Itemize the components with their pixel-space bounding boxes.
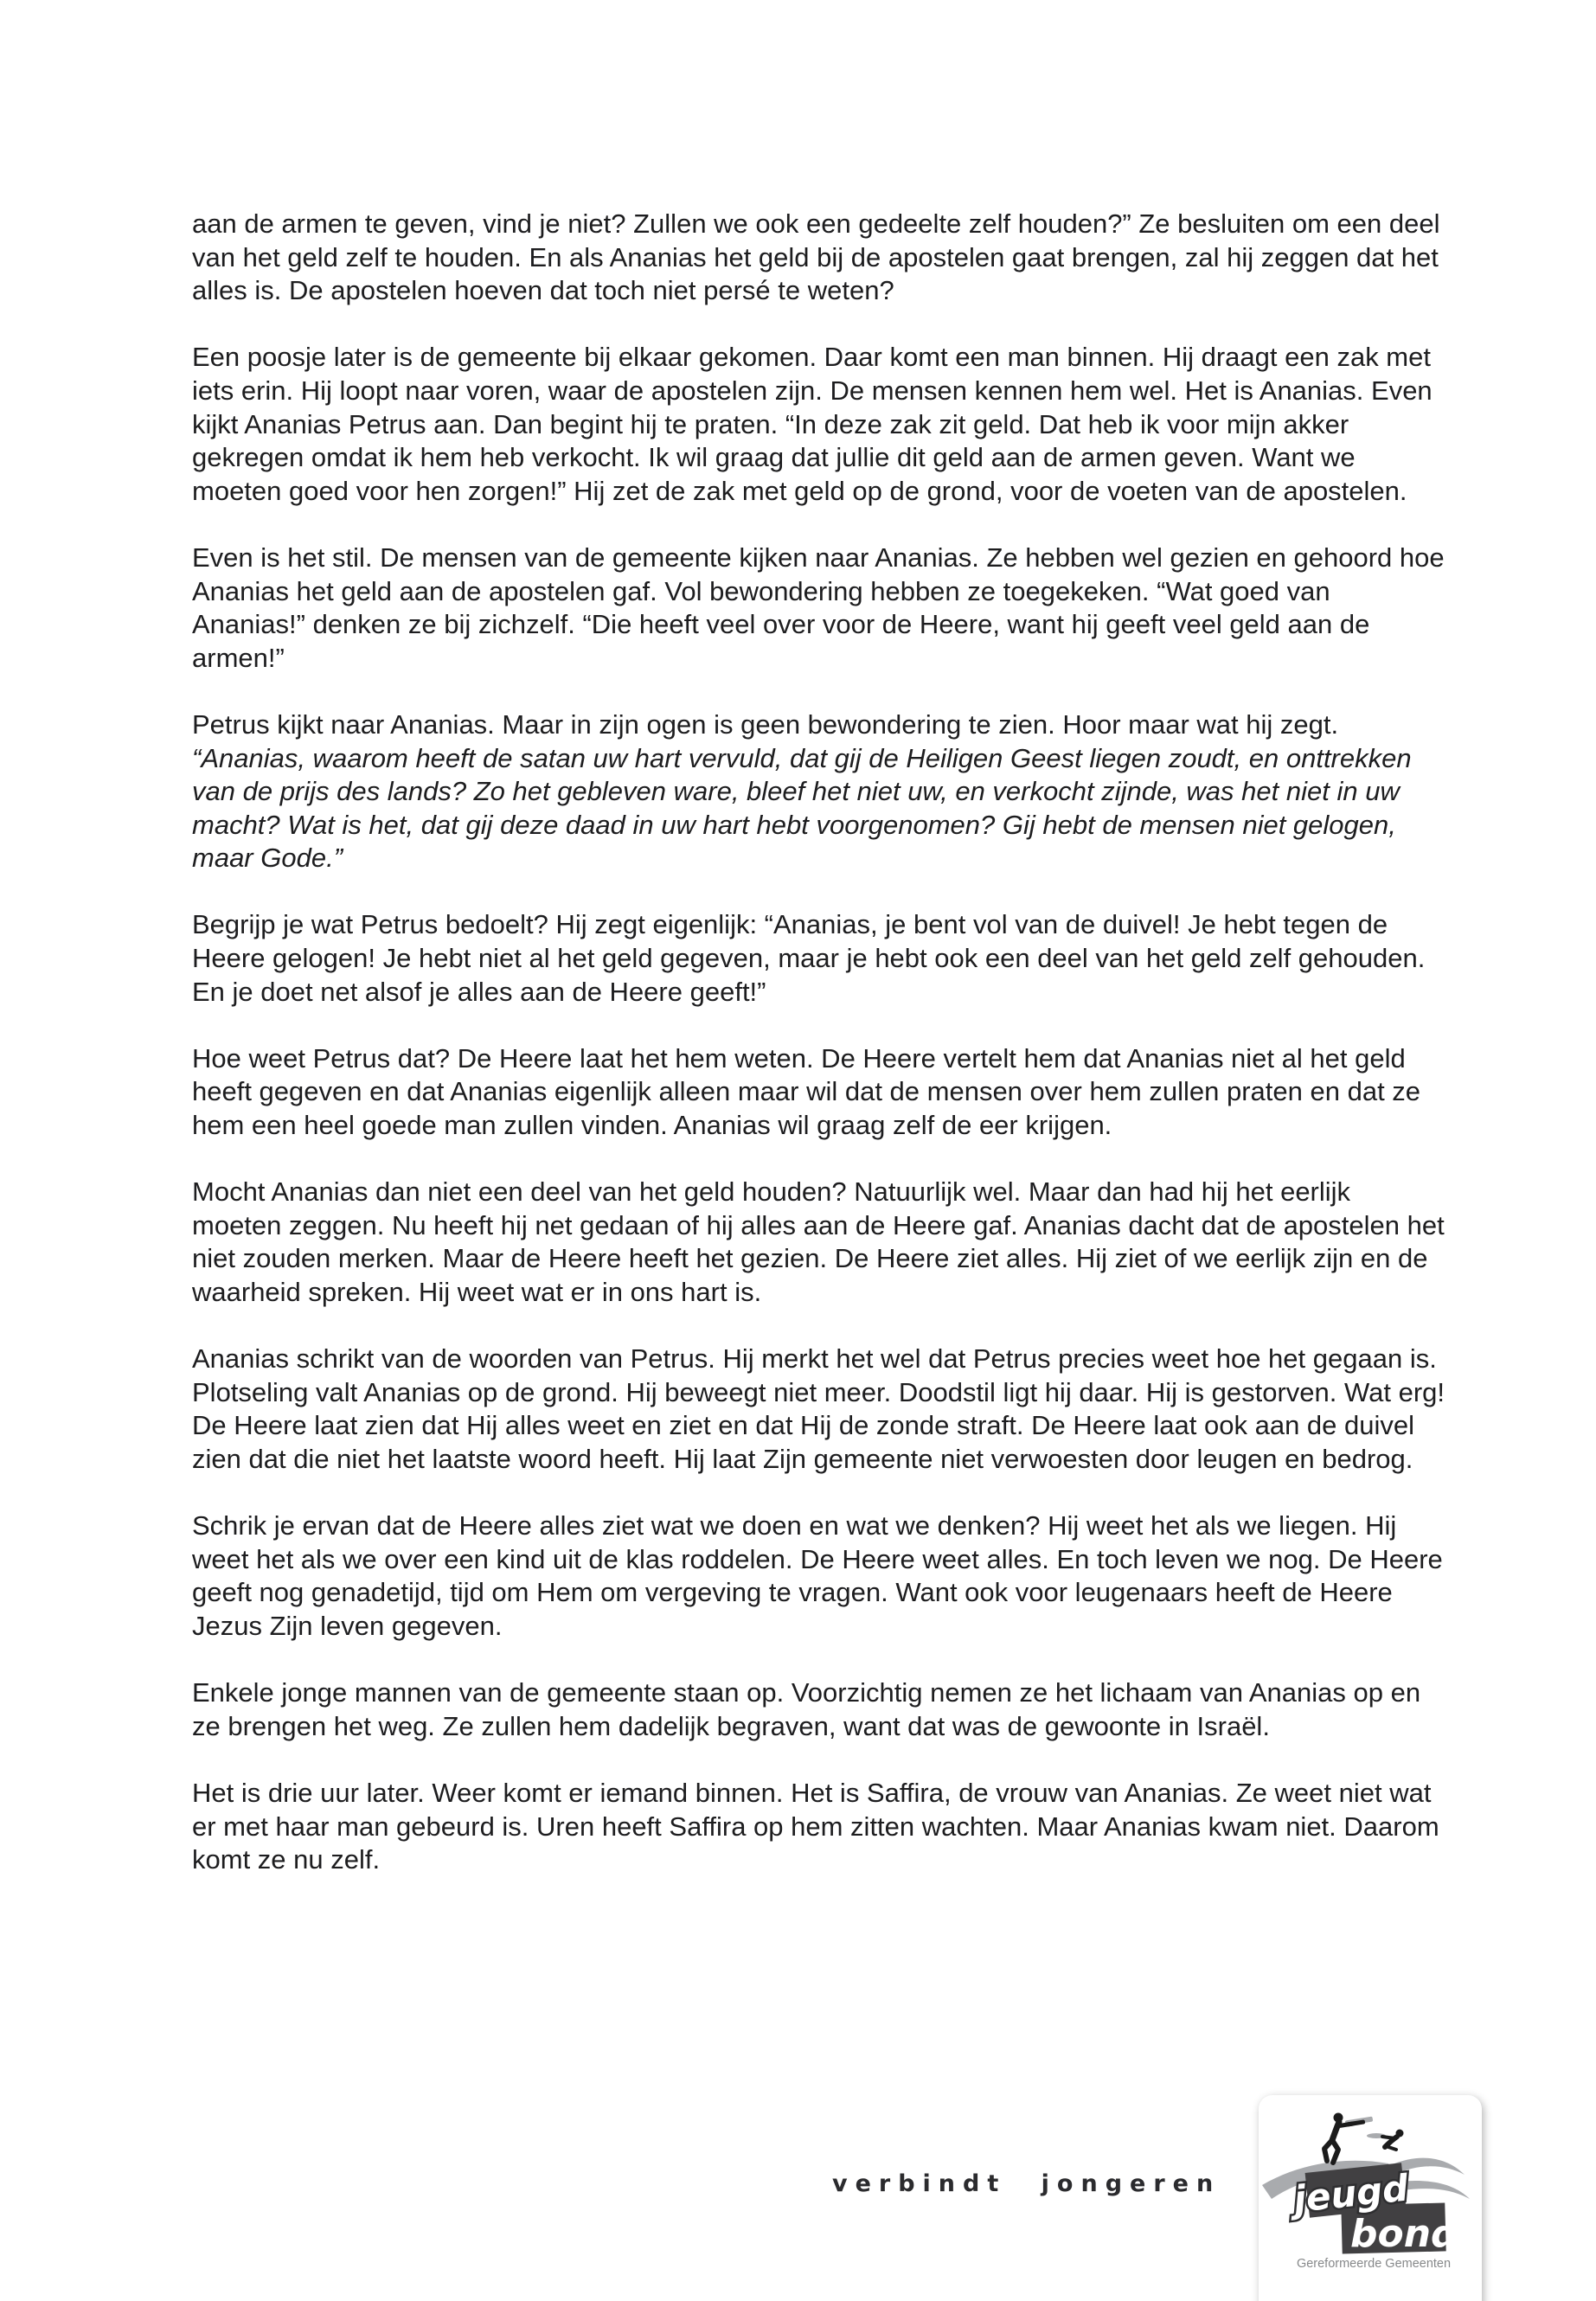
quote-run-italic: “Ananias, waarom heeft de satan uw hart vervuld, dat gij de Heiligen Geest liegen zoudt, en onttrekken van de prijs des lands? Zo het gebleven ware, bleef het niet uw, en verkocht zijnde, was het niet in uw macht? Wat is het, dat gij deze daad in uw hart hebt voorgenomen? Gij hebt de mensen niet gelogen, maar Gode.” [192,742,1412,874]
text-run: Ananias schrikt van de woorden van Petrus. Hij merkt het wel dat Petrus precies weet hoe het gegaan is. Plotseling valt Ananias op de grond. Hij beweegt niet meer. Doodstil ligt hij daar. Hij is gestorven. Wat erg! De Heere laat zien dat Hij alles weet en ziet en dat Hij de zonde straft. De Heere laat ook aan de duivel zien dat die niet het laatste woord heeft. Hij laat Zijn gemeente niet verwoesten door leugen en bedrog. [192,1343,1445,1474]
logo-subtitle: Gereformeerde Gemeenten [1296,2257,1452,2271]
text-run: Mocht Ananias dan niet een deel van het geld houden? Natuurlijk wel. Maar dan had hij het eerlijk moeten zeggen. Nu heeft hij net gedaan of hij alles aan de Heere gaf. Ananias dacht dat de apostelen het niet zouden merken. Maar de Heere heeft het gezien. De Heere ziet alles. Hij ziet of we eerlijk zijn en de waarheid spreken. Hij weet wat er in ons hart is. [192,1176,1445,1307]
text-run: Schrik je ervan dat de Heere alles ziet wat we doen en wat we denken? Hij weet het als we liegen. Hij weet het als we over een kind uit de klas roddelen. De Heere weet alles. En toch leven we nog. De Heere geeft nog genadetijd, tijd om Hem om vergeving te vragen. Want ook voor leugenaars heeft de Heere Jezus Zijn leven gegeven. [192,1510,1443,1641]
paragraph [192,542,1445,675]
paragraph [192,1676,1445,1743]
text-run: Het is drie uur later. Weer komt er iemand binnen. Het is Saffira, de vrouw van Ananias. Ze weet niet wat er met haar man gebeurd is. Uren heeft Saffira op hem zitten wachten. Maar Ananias kwam niet. Daarom komt ze nu zelf. [192,1777,1439,1875]
text-run: Even is het stil. De mensen van de gemeente kijken naar Ananias. Ze hebben wel gezien en gehoord hoe Ananias het geld aan de apostelen gaf. Vol bewondering hebben ze toegekeken. “Wat goed van Ananias!” denken ze bij zichzelf. “Die heeft veel over voor de Heere, want hij geeft veel geld aan de armen!” [192,542,1445,673]
tagline: verbindt jongeren [832,2170,1221,2197]
text-run: Een poosje later is de gemeente bij elkaar gekomen. Daar komt een man binnen. Hij draagt een zak met iets erin. Hij loopt naar voren, waar de apostelen zijn. De mensen kennen hem wel. Het is Ananias. Even kijkt Ananias Petrus aan. Dan begint hij te praten. “In deze zak zit geld. Dat heb ik voor mijn akker gekregen omdat ik hem heb verkocht. Ik wil graag dat jullie dit geld aan de armen geven. Want we moeten goed voor hen zorgen!” Hij zet de zak met geld op de grond, voor de voeten van de apostelen. [192,342,1433,506]
document-text [192,208,1445,1910]
text-run: aan de armen te geven, vind je niet? Zullen we ook een gedeelte zelf houden?” Ze besluiten om een deel van het geld zelf te houden. En als Ananias het geld bij de apostelen gaat brengen, zal hij zeggen dat het alles is. De apostelen hoeven dat toch niet persé te weten? [192,208,1440,306]
paragraph [192,1509,1445,1643]
paragraph [192,1042,1445,1143]
logo-word-top: jeugd [1292,2166,1411,2221]
paragraph [192,341,1445,508]
paragraph [192,208,1445,308]
paragraph [192,1176,1445,1309]
text-run: Begrijp je wat Petrus bedoelt? Hij zegt eigenlijk: “Ananias, je bent vol van de duivel! Je hebt tegen de Heere gelogen! Je hebt niet al het geld gegeven, maar je hebt ook een deel van het geld zelf gehouden. En je doet net alsof je alles aan de Heere geeft!” [192,909,1426,1007]
paragraph [192,908,1445,1009]
paragraph [192,708,1445,875]
youth-figures-icon [1324,2113,1404,2163]
logo-card [1259,2095,1482,2301]
paragraph [192,1777,1445,1877]
text-run: Enkele jonge mannen van de gemeente staan op. Voorzichtig nemen ze het lichaam van Ananias op en ze brengen het weg. Ze zullen hem dadelijk begraven, want dat was de gewoonte in Israël. [192,1677,1421,1741]
logo-word-bottom: bond [1350,2212,1458,2256]
paragraph [192,1343,1445,1476]
text-run: Petrus kijkt naar Ananias. Maar in zijn ogen is geen bewondering te zien. Hoor maar wat hij zegt. [192,708,1339,740]
jeugdbond-logo [1259,2095,1482,2301]
text-run: Hoe weet Petrus dat? De Heere laat het hem weten. De Heere vertelt hem dat Ananias niet al het geld heeft gegeven en dat Ananias eigenlijk alleen maar wil dat de mensen over hem zullen praten en dat ze hem een heel goede man zullen vinden. Ananias wil graag zelf de eer krijgen. [192,1042,1421,1141]
